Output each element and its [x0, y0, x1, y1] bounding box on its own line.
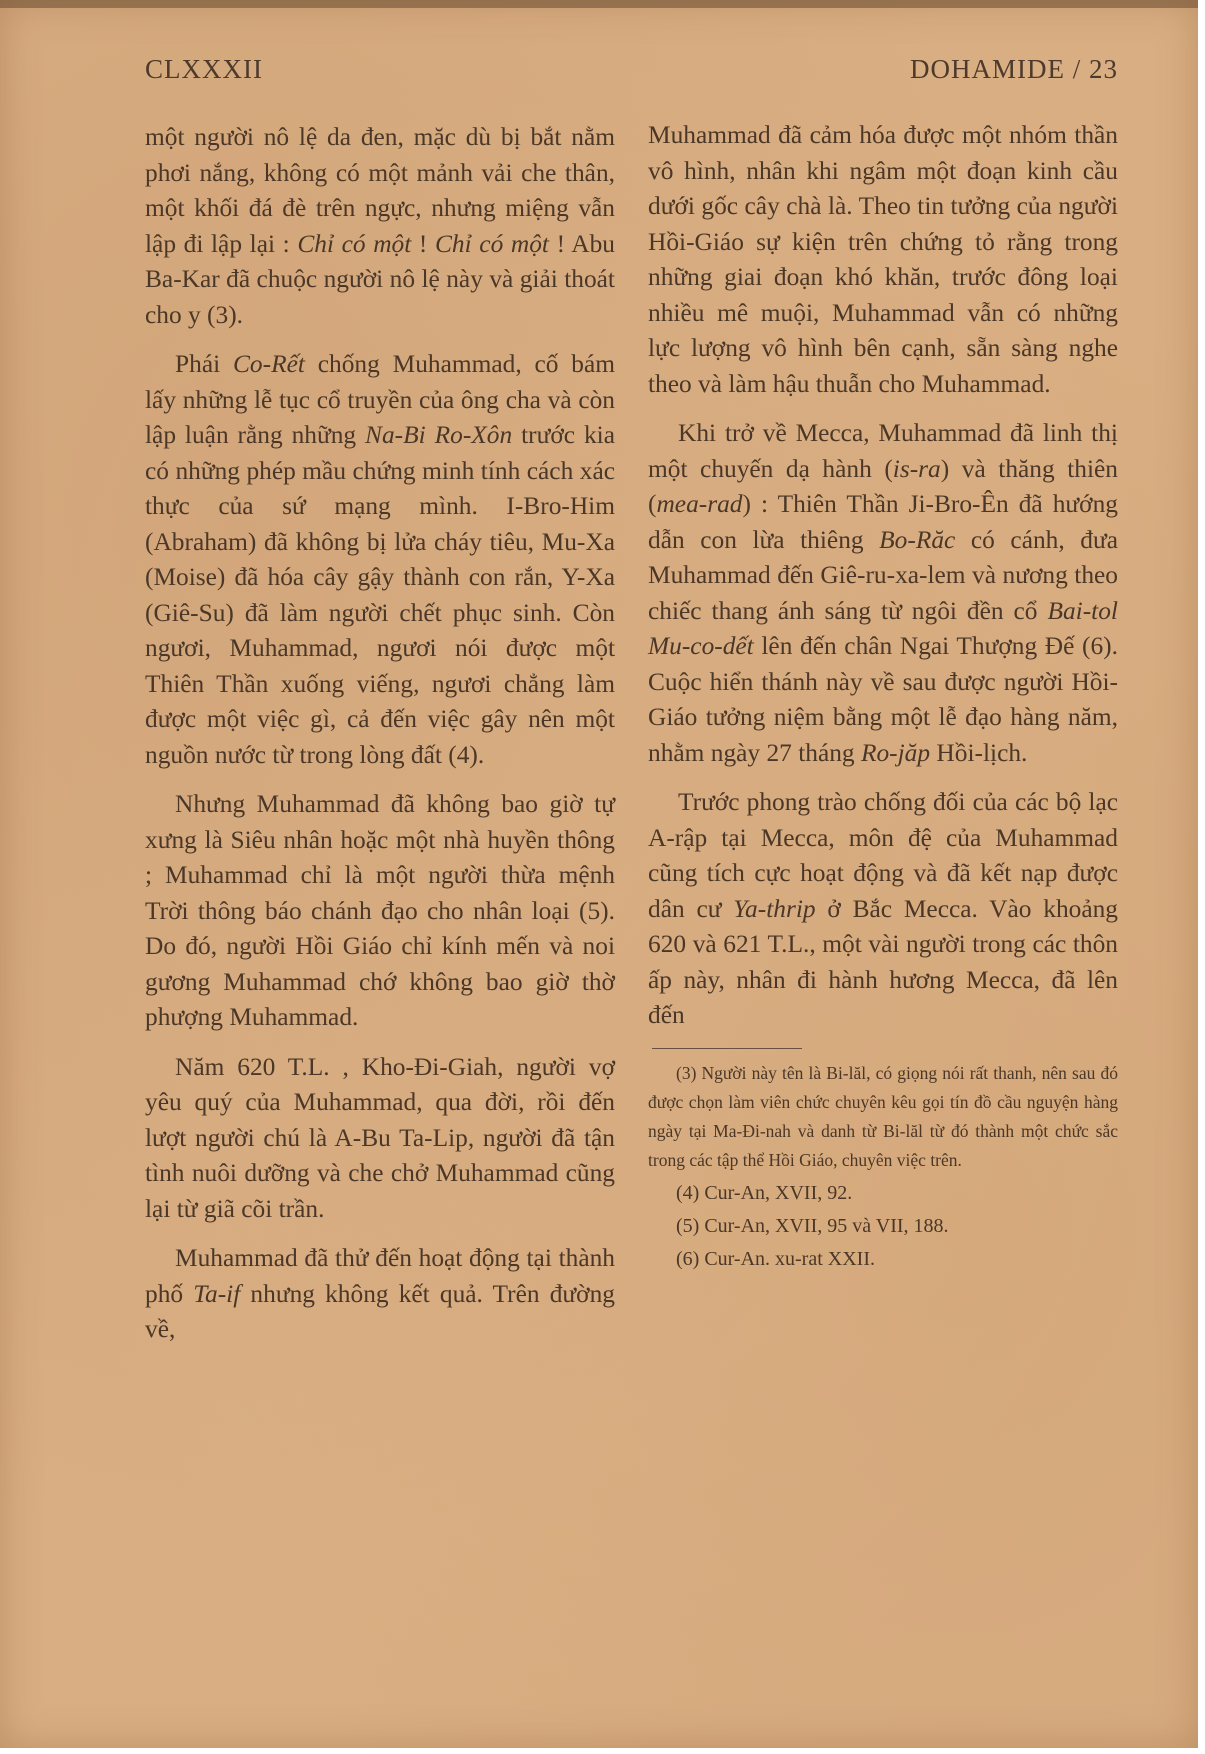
- page-header-right: DOHAMIDE / 23: [910, 54, 1118, 84]
- paragraph: Khi trở về Mecca, Muhammad đã linh thị một chuyến dạ hành (is-ra) và thăng thiên (mea-rad) : Thiên Thần Ji-Bro-Ên đã hướng dẫn con lừa thiêng Bo-Răc có cánh, đưa Muhammad đến Giê-ru-xa-lem và nương theo chiếc thang ánh sáng từ ngôi đền cổ Bai-tol Mu-co-dết lên đến chân Ngai Thượng Đế (6). Cuộc hiển thánh này về sau được người Hồi-Giáo tưởng niệm bằng một lễ đạo hàng năm, nhằm ngày 27 tháng Ro-jăp Hồi-lịch.: [648, 419, 1119, 767]
- footnote: (5) Cur-An, XVII, 95 và VII, 188.: [676, 1214, 949, 1237]
- paragraph: Muhammad đã thử đến hoạt động tại thành phố Ta-if nhưng không kết quả. Trên đường về,: [145, 1244, 615, 1343]
- paragraph: một người nô lệ da đen, mặc dù bị bắt nằm phơi nắng, không có một mảnh vải che thân, một khối đá đè trên ngực, nhưng miệng vẫn lập đi lập lại : Chỉ có một ! Chỉ có một ! Abu Ba-Kar đã chuộc người nô lệ này và giải thoát cho y (3).: [145, 123, 616, 329]
- paragraph: Trước phong trào chống đối của các bộ lạc A-rập tại Mecca, môn đệ của Muhammad cũng tích cực hoạt động và đã kết nạp được dân cư Ya-thrip ở Bắc Mecca. Vào khoảng 620 và 621 T.L., một vài người trong các thôn ấp này, nhân đi hành hương Mecca, đã lên đến: [648, 788, 1119, 1029]
- left-column: [145, 120, 615, 1362]
- footnotes: [648, 1059, 1118, 1274]
- footnote: (6) Cur-An. xu-rat XXII.: [676, 1247, 875, 1270]
- footnote: (4) Cur-An, XVII, 92.: [676, 1181, 853, 1204]
- paragraph: Phái Co-Rết chống Muhammad, cố bám lấy những lễ tục cổ truyền của ông cha và còn lập luận rằng những Na-Bi Ro-Xôn trước kia có những phép mầu chứng minh tính cách xác thực của sứ mạng mình. I-Bro-Him (Abraham) đã không bị lửa cháy tiêu, Mu-Xa (Moise) đã hóa cây gậy thành con rắn, Y-Xa (Giê-Su) đã làm người chết phục sinh. Còn ngươi, Muhammad, ngươi nói được một Thiên Thần xuống viếng, ngươi chẳng làm được một việc gì, cả đến việc gây nên một nguồn nước từ trong lòng đất (4).: [145, 350, 616, 769]
- paragraph: Nhưng Muhammad đã không bao giờ tự xưng là Siêu nhân hoặc một nhà huyền thông ; Muhammad chỉ là một người thừa mệnh Trời thông báo chánh đạo cho nhân loại (5). Do đó, người Hồi Giáo chỉ kính mến và noi gương Muhammad chớ không bao giờ thờ phượng Muhammad.: [145, 790, 615, 1031]
- footnote-divider: [652, 1048, 802, 1049]
- paragraph: Năm 620 T.L. , Kho-Đi-Giah, người vợ yêu quý của Muhammad, qua đời, rồi đến lượt người chú là A-Bu Ta-Lip, người đã tận tình nuôi dưỡng và che chở Muhammad cũng lại từ giã cõi trần.: [145, 1052, 615, 1223]
- footnote: (3) Người này tên là Bi-lăl, có giọng nói rất thanh, nên sau đó được chọn làm viên chức chuyên kêu gọi tín đồ cầu nguyện hàng ngày tại Ma-Đi-nah và danh từ Bi-lăl từ đó thành một chức sắc trong các tập thể Hồi Giáo, chuyên việc trên.: [648, 1062, 1118, 1170]
- page-header-left: CLXXXII: [145, 54, 263, 84]
- paragraph: Muhammad đã cảm hóa được một nhóm thần vô hình, nhân khi ngâm một đoạn kinh cầu dưới gốc cây chà là. Theo tin tưởng của người Hồi-Giáo sự kiện trên chứng tỏ rằng trong những giai đoạn khó khăn, trước đông loại nhiều mê muội, Muhammad vẫn có những lực lượng vô hình bên cạnh, sẵn sàng nghe theo và làm hậu thuẫn cho Muhammad.: [648, 121, 1118, 398]
- right-column: [648, 118, 1118, 1278]
